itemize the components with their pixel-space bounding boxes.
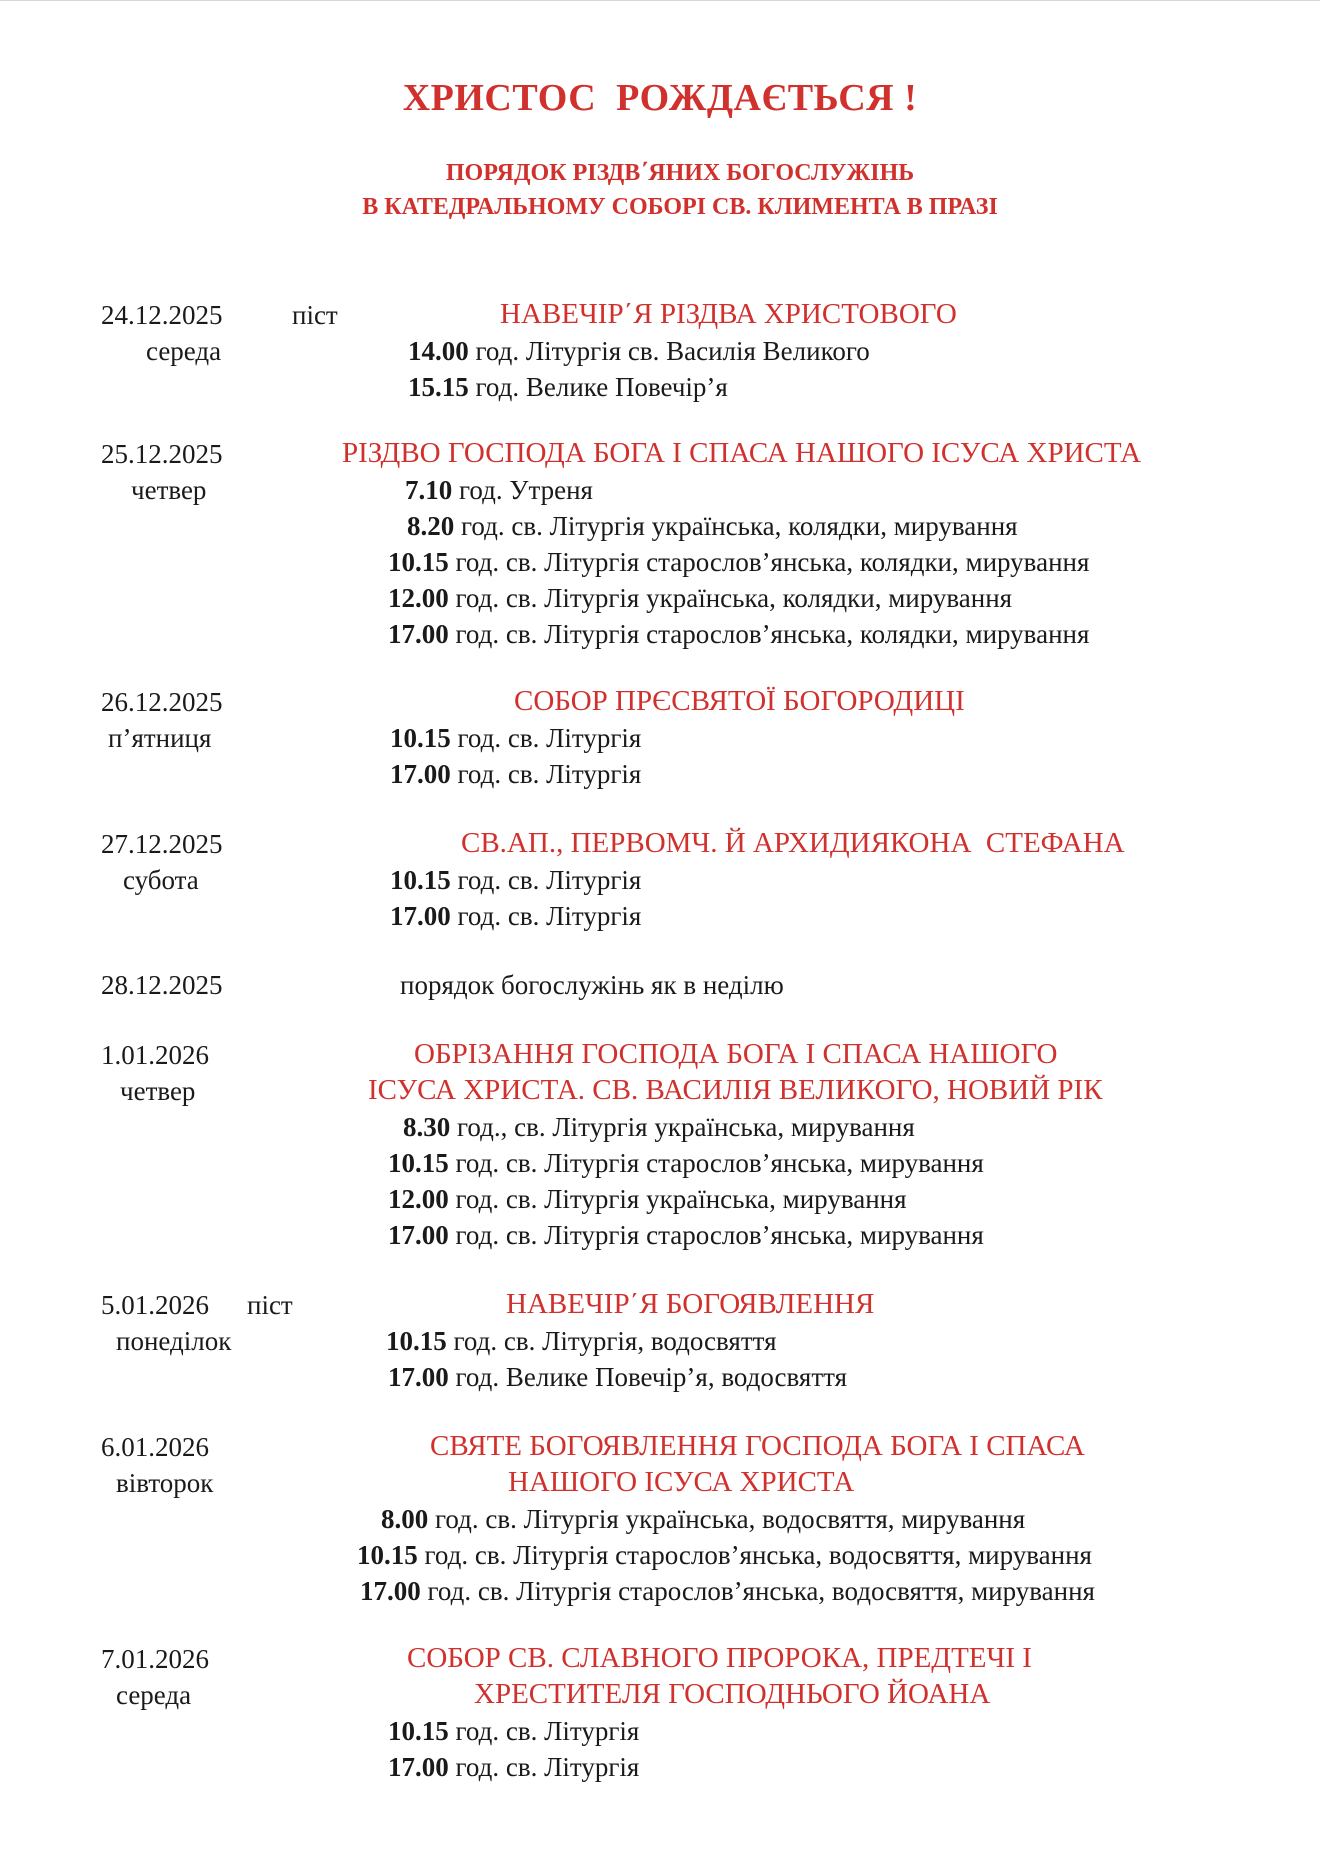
feast-title: СОБОР СВ. СЛАВНОГО ПРОРОКА, ПРЕДТЕЧІ І [407,1642,1032,1674]
service-line: 10.15 год. св. Літургія [390,865,642,895]
feast-title: НАШОГО ІСУСА ХРИСТА [508,1466,855,1498]
feast-title: ХРЕСТИТЕЛЯ ГОСПОДНЬОГО ЙОАНА [474,1678,991,1710]
service-line: 8.20 год. св. Літургія українська, колядки, мирування [407,511,1018,541]
service-line: 7.10 год. Утреня [405,475,593,505]
service-line: 17.00 год. св. Літургія старослов’янська, водосвяття, мирування [360,1576,1095,1606]
service-line: 17.00 год. св. Літургія [390,901,642,931]
date-label: 26.12.2025 [101,687,223,717]
service-line: 14.00 год. Літургія св. Василія Великого [408,336,870,366]
date-label: 25.12.2025 [101,439,223,469]
weekday-label: вівторок [116,1468,214,1498]
page-title: ХРИСТОС РОЖДАЄТЬСЯ ! [402,77,918,119]
date-label: 7.01.2026 [101,1644,209,1674]
service-line: 17.00 год. св. Літургія [388,1752,640,1782]
weekday-label: понеділок [116,1326,232,1356]
weekday-label: субота [123,865,199,895]
feast-title: РІЗДВО ГОСПОДА БОГА І СПАСА НАШОГО ІСУСА ХРИСТА [342,437,1142,469]
schedule-note: порядок богослужінь як в неділю [400,970,784,1000]
service-line: 10.15 год. св. Літургія [390,723,642,753]
weekday-label: середа [116,1680,192,1710]
service-line: 10.15 год. св. Літургія старослов’янська, колядки, мирування [388,547,1090,577]
page-top-border [0,0,1320,1]
service-line: 17.00 год. Велике Повечір’я, водосвяття [388,1362,847,1392]
service-line: 15.15 год. Велике Повечір’я [408,372,728,402]
weekday-label: п’ятниця [108,723,212,753]
feast-title: ОБРІЗАННЯ ГОСПОДА БОГА І СПАСА НАШОГО [414,1038,1058,1070]
feast-title: СОБОР ПРЄСВЯТОЇ БОГОРОДИЦІ [514,685,965,717]
service-line: 10.15 год. св. Літургія старослов’янська, водосвяття, мирування [357,1540,1092,1570]
service-line: 17.00 год. св. Літургія старослов’янська, мирування [388,1220,984,1250]
feast-title: НАВЕЧІР΄Я РІЗДВА ХРИСТОВОГО [500,298,957,330]
service-line: 10.15 год. св. Літургія [388,1716,640,1746]
service-line: 12.00 год. св. Літургія українська, колядки, мирування [388,583,1013,613]
fast-label: піст [247,1290,293,1320]
service-line: 12.00 год. св. Літургія українська, мирування [388,1184,907,1214]
service-line: 17.00 год. св. Літургія старослов’янська, колядки, мирування [388,619,1090,649]
date-label: 5.01.2026 [101,1290,209,1320]
weekday-label: четвер [120,1076,196,1106]
feast-title: ІСУСА ХРИСТА. СВ. ВАСИЛІЯ ВЕЛИКОГО, НОВИЙ РІК [368,1074,1103,1106]
page-subtitle-line-1: ПОРЯДОК РІЗДВ΄ЯНИХ БОГОСЛУЖІНЬ [445,160,915,186]
page-subtitle-line-2: В КАТЕДРАЛЬНОМУ СОБОРІ СВ. КЛИМЕНТА В ПРАЗІ [362,194,998,220]
date-label: 24.12.2025 [101,300,223,330]
feast-title: СВЯТЕ БОГОЯВЛЕННЯ ГОСПОДА БОГА І СПАСА [430,1430,1085,1462]
service-line: 10.15 год. св. Літургія, водосвяття [386,1326,777,1356]
service-line: 17.00 год. св. Літургія [390,759,642,789]
date-label: 27.12.2025 [101,829,223,859]
date-label: 6.01.2026 [101,1432,209,1462]
feast-title: НАВЕЧІР΄Я БОГОЯВЛЕННЯ [506,1288,875,1320]
weekday-label: середа [146,336,222,366]
date-label: 1.01.2026 [101,1040,209,1070]
feast-title: СВ.АП., ПЕРВОМЧ. Й АРХИДИЯКОНА СТЕФАНА [461,827,1125,859]
weekday-label: четвер [131,475,207,505]
date-label: 28.12.2025 [101,970,223,1000]
service-line: 10.15 год. св. Літургія старослов’янська, мирування [388,1148,984,1178]
service-line: 8.30 год., св. Літургія українська, мирування [403,1112,915,1142]
service-line: 8.00 год. св. Літургія українська, водосвяття, мирування [381,1504,1026,1534]
fast-label: піст [292,300,338,330]
